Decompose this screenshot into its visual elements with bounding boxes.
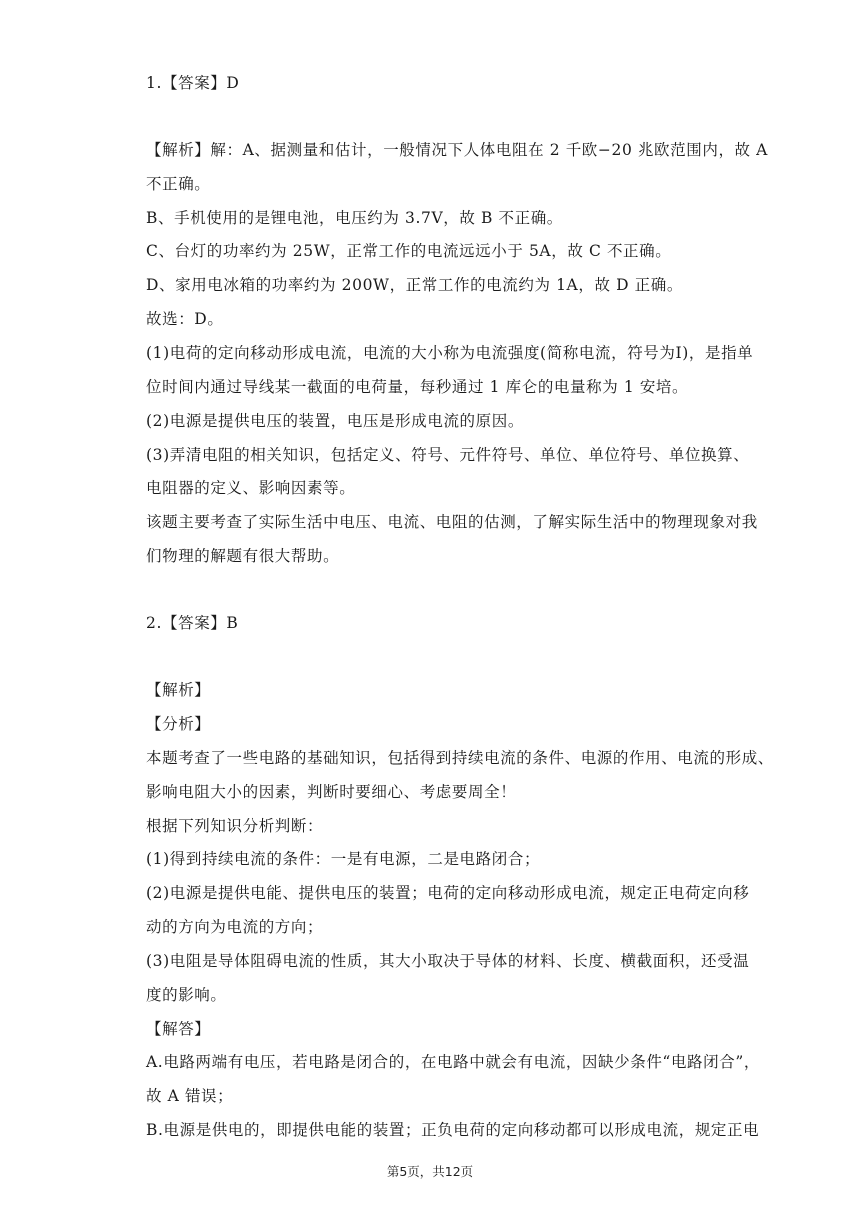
- answer-2-heading: 2.【答案】B: [146, 614, 239, 632]
- answer-1-heading: 1.【答案】D: [146, 74, 240, 92]
- analysis-2-line: (2)电源是提供电能、提供电压的装置；电荷的定向移动形成电流，规定正电荷定向移: [146, 884, 750, 902]
- analysis-1-line: D、家用电冰箱的功率约为 200W，正常工作的电流约为 1A，故 D 正确。: [146, 276, 683, 294]
- analysis-2-heading: 【解析】: [146, 681, 211, 699]
- analysis-1-line: 故选：D。: [146, 310, 224, 328]
- solution-2-line: A.电路两端有电压，若电路是闭合的，在电路中就会有电流，因缺少条件“电路闭合”，: [146, 1053, 760, 1071]
- analysis-2-line: 根据下列知识分析判断：: [146, 817, 324, 835]
- analysis-2-line: (3)电阻是导体阻碍电流的性质，其大小取决于导体的材料、长度、横截面积，还受温: [146, 952, 750, 970]
- solution-2-heading: 【解答】: [146, 1020, 211, 1038]
- analysis-1-line: 该题主要考查了实际生活中电压、电流、电阻的估测，了解实际生活中的物理现象对我: [146, 513, 758, 531]
- analysis-2-line: 本题考查了一些电路的基础知识，包括得到持续电流的条件、电源的作用、电流的形成、: [146, 749, 774, 767]
- analysis-2-subheading: 【分析】: [146, 715, 211, 733]
- analysis-1-line: B、手机使用的是锂电池，电压约为 3.7V，故 B 不正确。: [146, 209, 563, 227]
- analysis-2-line: (1)得到持续电流的条件：一是有电源，二是电路闭合；: [146, 850, 541, 868]
- analysis-1-line: 位时间内通过导线某一截面的电荷量，每秒通过 1 库仑的电量称为 1 安培。: [146, 378, 689, 396]
- solution-2-line: B.电源是供电的，即提供电能的装置；正负电荷的定向移动都可以形成电流，规定正电: [146, 1121, 760, 1139]
- analysis-2-line: 度的影响。: [146, 986, 227, 1004]
- analysis-1-line: 【解析】解：A、据测量和估计，一般情况下人体电阻在 2 千欧−20 兆欧范围内，故 A: [146, 141, 768, 159]
- analysis-1-line: C、台灯的功率约为 25W，正常工作的电流远远小于 5A，故 C 不正确。: [146, 242, 672, 260]
- analysis-1-line: (3)弄清电阻的相关知识，包括定义、符号、元件符号、单位、单位符号、单位换算、: [146, 446, 750, 464]
- analysis-1-line: (1)电荷的定向移动形成电流，电流的大小称为电流强度(简称电流，符号为I)，是指单: [146, 344, 754, 362]
- analysis-1-line: 们物理的解题有很大帮助。: [146, 547, 340, 565]
- solution-2-line: 故 A 错误；: [146, 1087, 234, 1105]
- page-footer: 第5页，共12页: [386, 1164, 474, 1179]
- analysis-2-line: 影响电阻大小的因素，判断时要细心、考虑要周全！: [146, 783, 517, 801]
- analysis-2-line: 动的方向为电流的方向；: [146, 918, 324, 936]
- analysis-1-line: (2)电源是提供电压的装置，电压是形成电流的原因。: [146, 412, 524, 430]
- analysis-1-line: 电阻器的定义、影响因素等。: [146, 479, 356, 497]
- analysis-1-line: 不正确。: [146, 175, 211, 193]
